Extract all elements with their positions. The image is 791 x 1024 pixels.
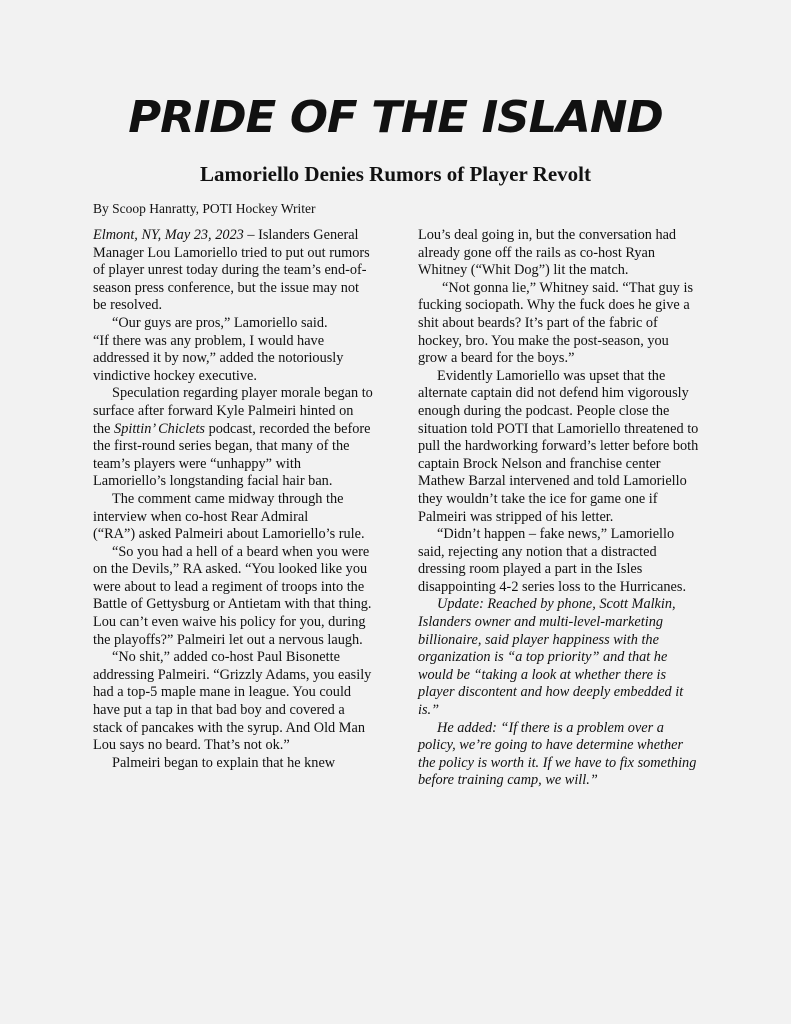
- paragraph: “So you had a hell of a beard when you were on the Devils,” RA asked. “You looked like you were about to lead a regiment of troops into the Battle of Gettysburg or Antietam with that thing. Lou can’t even waive his policy for you, during the playoffs?” Palmeiri let out a nervous laugh.: [93, 543, 372, 648]
- lead-paragraph: [93, 227, 373, 315]
- paragraph: “No shit,” added co-host Paul Bisonette addressing Palmeiri. “Grizzly Adams, you easily had a top-5 maple mane in league. You could have put a tap in that bad boy and covered a stack of pancakes with the syrup. And Old Man Lou says no beard. That’s not ok.”: [93, 649, 372, 754]
- lead-text: – Islanders General Manager Lou Lamoriello tried to put out rumors of player unrest today during the team’s end-of-season press conference, but the issue may not be resolved.: [93, 227, 370, 314]
- paragraph: Evidently Lamoriello was upset that the alternate captain did not defend him vigorously enough during the podcast. People close the situation told POTI that Lamoriello threatened to pull the hardworking forward’s letter before both captain Brock Nelson and franchise center Mathew Barzal intervened and told Lamoriello they wouldn’t take the ice for game one if Palmeiri was stripped of his letter.: [418, 367, 699, 525]
- masthead: PRIDE OF THE ISLAND: [128, 92, 663, 143]
- article-column-left: [93, 227, 373, 772]
- paragraph: “Our guys are pros,” Lamoriello said.: [112, 314, 328, 331]
- paragraph: “If there was any problem, I would have addressed it by now,” added the notoriously vindictive hockey executive.: [93, 332, 344, 384]
- paragraph: (“RA”) asked Palmeiri about Lamoriello’s rule.: [93, 526, 365, 543]
- paragraph: Speculation regarding player morale began to surface after forward Kyle Palmeiri hinted on the Spittin’ Chiclets podcast, recorded the before the first-round series began, that many of the team’s players were “unhappy” with Lamoriello’s longstanding facial hair ban.: [93, 385, 373, 490]
- article-column-right: [418, 227, 700, 790]
- paragraph: “Not gonna lie,” Whitney said. “That guy is fucking sociopath. Why the fuck does he give a shit about beards? It’s part of the fabric of hockey, bro. You make the post-season, you grow a beard for the boys.”: [418, 279, 694, 367]
- paragraph: Lou’s deal going in, but the conversation had already gone off the rails as co-host Ryan Whitney (“Whit Dog”) lit the match.: [418, 227, 677, 279]
- article-headline: Lamoriello Denies Rumors of Player Revolt: [200, 162, 591, 186]
- update-paragraph: Update: Reached by phone, Scott Malkin, Islanders owner and multi-level-marketing billionaire, said player happiness with the organization is “a top priority” and that he would be “taking a look at whether there is player discontent and how deeply embedded it is.”: [418, 596, 684, 719]
- dateline: Elmont, NY, May 23, 2023: [93, 227, 244, 243]
- byline: By Scoop Hanratty, POTI Hockey Writer: [93, 201, 316, 216]
- paragraph: Palmeiri began to explain that he knew: [112, 754, 336, 771]
- paragraph: The comment came midway through the interview when co-host Rear Admiral: [93, 490, 344, 525]
- podcast-title: Spittin’ Chiclets: [114, 420, 205, 437]
- update-paragraph: He added: “If there is a problem over a policy, we’re going to have determine whether the policy is worth it. If we have to fix something before training camp, we will.”: [418, 719, 697, 789]
- paragraph: “Didn’t happen – fake news,” Lamoriello said, rejecting any notion that a distracted dressing room played a part in the Isles disappointing 4-2 series loss to the Hurricanes.: [418, 526, 687, 595]
